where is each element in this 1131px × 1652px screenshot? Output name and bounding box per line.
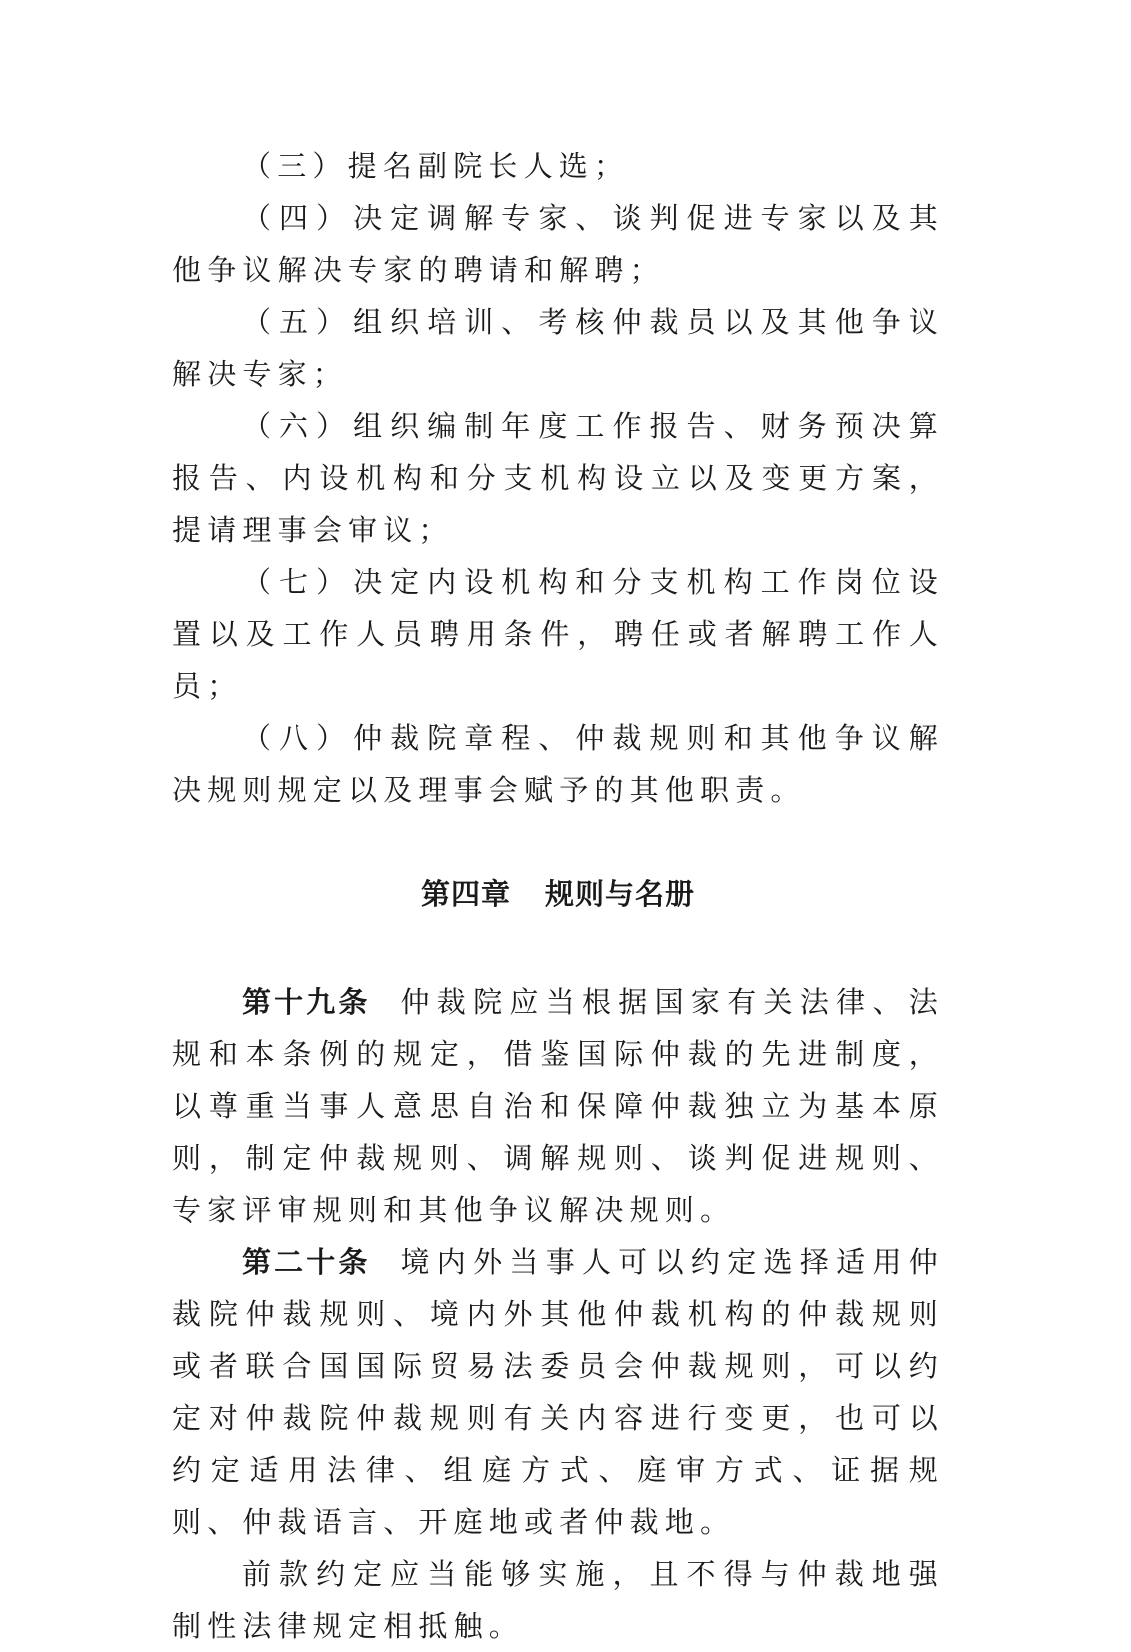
list-item-5: （五）组织培训、考核仲裁员以及其他争议解决专家； (172, 305, 944, 391)
chapter-title: 规则与名册 (545, 877, 696, 911)
document-page (172, 140, 944, 1652)
article-19-label: 第十九条 (242, 985, 371, 1019)
article-20-text: 境内外当事人可以约定选择适用仲裁院仲裁规则、境内外其他仲裁机构的仲裁规则或者联合国国际贸易法委员会仲裁规则，可以约定对仲裁院仲裁规则有关内容进行变更，也可以约定适用法律、组庭方式、庭审方式、证据规则、仲裁语言、开庭地或者仲裁地。 (172, 1245, 944, 1539)
list-item-3: （三）提名副院长人选； (242, 149, 630, 183)
chapter-number: 第四章 (420, 877, 511, 911)
list-item-8: （八）仲裁院章程、仲裁规则和其他争议解决规则规定以及理事会赋予的其他职责。 (172, 721, 944, 807)
article-20-paragraph-2: 前款约定应当能够实施，且不得与仲裁地强制性法律规定相抵触。 (172, 1557, 944, 1643)
article-20 (172, 1236, 944, 1548)
article-19 (172, 976, 944, 1236)
list-item-7: （七）决定内设机构和分支机构工作岗位设置以及工作人员聘用条件，聘任或者解聘工作人员； (172, 565, 944, 703)
list-item-4: （四）决定调解专家、谈判促进专家以及其他争议解决专家的聘请和解聘； (172, 201, 944, 287)
list-item-6: （六）组织编制年度工作报告、财务预决算报告、内设机构和分支机构设立以及变更方案，提请理事会审议； (172, 409, 944, 547)
chapter-heading (172, 868, 944, 920)
article-19-text: 仲裁院应当根据国家有关法律、法规和本条例的规定，借鉴国际仲裁的先进制度，以尊重当事人意思自治和保障仲裁独立为基本原则，制定仲裁规则、调解规则、谈判促进规则、专家评审规则和其他争议解决规则。 (172, 985, 944, 1227)
article-20-label: 第二十条 (242, 1245, 371, 1279)
